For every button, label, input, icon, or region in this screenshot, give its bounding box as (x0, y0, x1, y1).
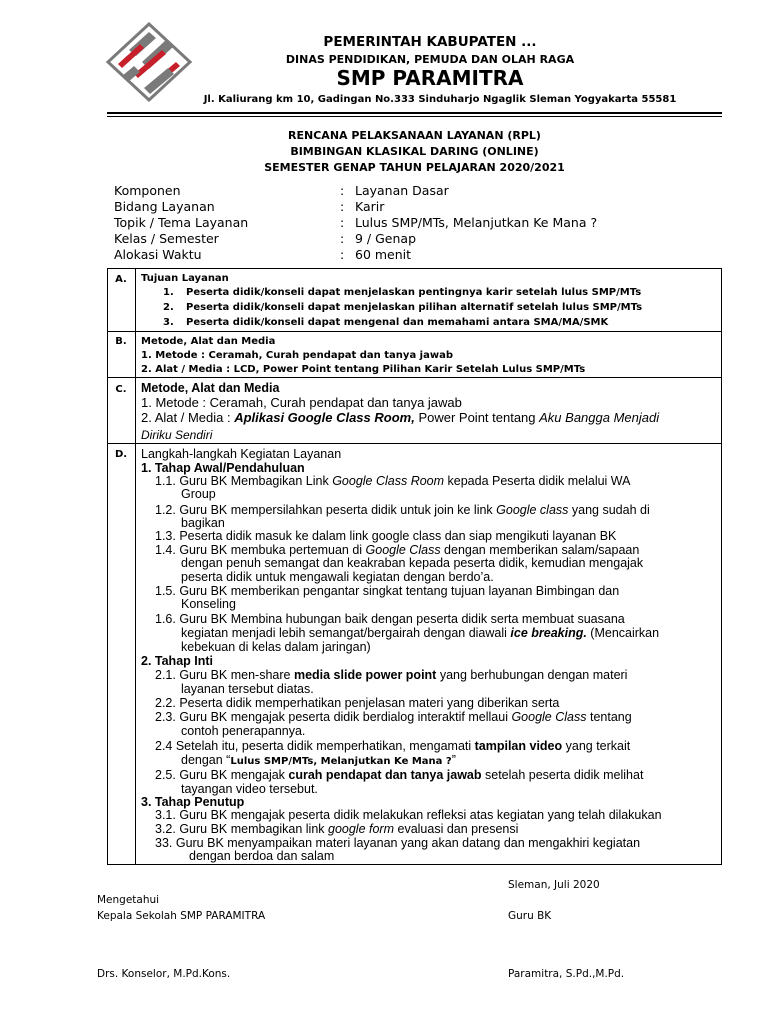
step-item: 1.1. Guru BK Membagikan Link Google Class Room kepada Peserta didik melalui WA (155, 474, 631, 488)
doc-title-2: BIMBINGAN KLASIKAL DARING (ONLINE) (290, 145, 539, 158)
step-item: 2.4 Setelah itu, peserta didik memperhatikan, mengamati tampilan video yang terkait (155, 739, 631, 753)
section-d-heading: Langkah-langkah Kegiatan Layanan (141, 447, 342, 461)
step-item: 1.2. Guru BK mempersilahkan peserta didik untuk join ke link Google class yang sudah di (155, 503, 650, 517)
step-item: 1.3. Peserta didik masuk ke dalam link google class dan siap mengikuti layanan BK (155, 529, 617, 543)
section-a-item: 2. Peserta didik/konseli dapat menjelaskan pilihan alternatif setelah lulus SMP/MTs (163, 302, 643, 313)
step-item: dengan “Lulus SMP/MTs, Melanjutkan Ke Mana ?” (181, 753, 456, 767)
step-item: 3.2. Guru BK membagikan link google form evaluasi dan presensi (155, 822, 519, 836)
info-sep: : (340, 183, 345, 198)
section-b-heading: Metode, Alat dan Media (141, 336, 276, 347)
info-sep: : (340, 215, 345, 230)
section-c-line: 1. Metode : Ceramah, Curah pendapat dan tanya jawab (141, 395, 462, 410)
step-item: 2.1. Guru BK men-share media slide power point yang berhubungan dengan materi (155, 668, 628, 682)
info-value: 9 / Genap (355, 231, 417, 246)
place-date: Sleman, Juli 2020 (508, 879, 600, 891)
section-c-letter: C. (115, 384, 127, 395)
step-item: 1.5. Guru BK memberikan pengantar singkat tentang tujuan layanan Bimbingan dan (155, 584, 620, 598)
section-c-heading: Metode, Alat dan Media (141, 381, 280, 395)
section-b-line: 1. Metode : Ceramah, Curah pendapat dan tanya jawab (141, 350, 453, 361)
step-item: Konseling (181, 597, 236, 611)
info-key: Komponen (114, 183, 181, 198)
step-item: 33. Guru BK menyampaikan materi layanan yang akan datang dan mengakhiri kegiatan (155, 836, 641, 850)
header-address: Jl. Kaliurang km 10, Gadingan No.333 Sinduharjo Ngaglik Sleman Yogyakarta 55581 (203, 94, 677, 105)
section-a-letter: A. (115, 274, 127, 285)
step-item: 1.6. Guru BK Membina hubungan baik dengan peserta didik serta membuat suasana (155, 612, 625, 626)
header-department: DINAS PENDIDIKAN, PEMUDA DAN OLAH RAGA (285, 53, 575, 66)
info-value: Lulus SMP/MTs, Melanjutkan Ke Mana ? (355, 215, 598, 230)
step-item: dengan penuh semangat dan keakraban kepada peserta didik, kemudian mengajak (181, 556, 644, 570)
section-b-letter: B. (115, 336, 127, 347)
row-divider (107, 377, 722, 378)
section-d-letter: D. (114, 449, 128, 460)
table-column-divider (135, 268, 136, 865)
step-item: Group (181, 487, 216, 501)
step-item: tayangan video tersebut. (181, 782, 318, 796)
header-divider (107, 112, 722, 114)
principal-name: Drs. Konselor, M.Pd.Kons. (97, 968, 231, 980)
step-item: 2.2. Peserta didik memperhatikan penjelasan materi yang diberikan serta (155, 696, 560, 710)
section-c-line: Diriku Sendiri (141, 428, 213, 442)
step-item: dengan berdoa dan salam (189, 849, 335, 863)
step-item: 3.1. Guru BK mengajak peserta didik melakukan refleksi atas kegiatan yang telah dilakukan (155, 808, 662, 822)
section-a-item: 3. Peserta didik/konseli dapat mengenal dan memahami antara SMA/MA/SMK (163, 317, 609, 328)
stage-3-heading: 3. Tahap Penutup (141, 795, 245, 809)
section-a-heading: Tujuan Layanan (141, 273, 229, 284)
doc-title-1: RENCANA PELAKSANAAN LAYANAN (RPL) (288, 129, 541, 142)
header-school-name: SMP PARAMITRA (336, 66, 524, 90)
step-item: bagikan (181, 516, 225, 530)
principal-role: Kepala Sekolah SMP PARAMITRA (97, 910, 266, 922)
row-divider (107, 443, 722, 444)
step-item: 1.4. Guru BK membuka pertemuan di Google Class dengan memberikan salam/sapaan (155, 543, 640, 557)
counselor-name: Paramitra, S.Pd.,M.Pd. (508, 968, 625, 980)
acknowledged-label: Mengetahui (97, 894, 160, 906)
info-key: Bidang Layanan (114, 199, 215, 214)
counselor-role: Guru BK (508, 910, 552, 922)
info-key: Alokasi Waktu (114, 247, 202, 262)
section-c-line: 2. Alat / Media : Aplikasi Google Class Room, Power Point tentang Aku Bangga Menjadi (141, 410, 660, 425)
step-item: 2.3. Guru BK mengajak peserta didik berdialog interaktif mellaui Google Class tentang (155, 710, 632, 724)
section-b-line: 2. Alat / Media : LCD, Power Point tentang Pilihan Karir Setelah Lulus SMP/MTs (141, 364, 586, 375)
step-item: kegiatan menjadi lebih semangat/bergairah dengan diawali ice breaking. (Mencairkan (181, 626, 660, 640)
doc-title-3: SEMESTER GENAP TAHUN PELAJARAN 2020/2021 (264, 161, 565, 174)
info-sep: : (340, 247, 345, 262)
stage-1-heading: 1. Tahap Awal/Pendahuluan (141, 461, 305, 475)
row-divider (107, 331, 722, 332)
step-item: kebekuan di kelas dalam jaringan) (181, 640, 371, 654)
info-sep: : (340, 231, 345, 246)
header-divider-thin (107, 116, 722, 117)
info-sep: : (340, 199, 345, 214)
info-value: Karir (355, 199, 385, 214)
step-item: peserta didik untuk mengawali kegiatan dengan berdo’a. (181, 570, 494, 584)
section-a-item: 1. Peserta didik/konseli dapat menjelaskan pentingnya karir setelah lulus SMP/MTs (163, 287, 642, 298)
header-government: PEMERINTAH KABUPATEN ... (323, 34, 537, 50)
info-value: Layanan Dasar (355, 183, 449, 198)
step-item: contoh penerapannya. (181, 724, 306, 738)
info-key: Kelas / Semester (114, 231, 219, 246)
stage-2-heading: 2. Tahap Inti (141, 654, 213, 668)
step-item: layanan tersebut diatas. (181, 682, 314, 696)
info-key: Topik / Tema Layanan (114, 215, 249, 230)
step-item: 2.5. Guru BK mengajak curah pendapat dan tanya jawab setelah peserta didik melihat (155, 768, 644, 782)
info-value: 60 menit (355, 247, 412, 262)
